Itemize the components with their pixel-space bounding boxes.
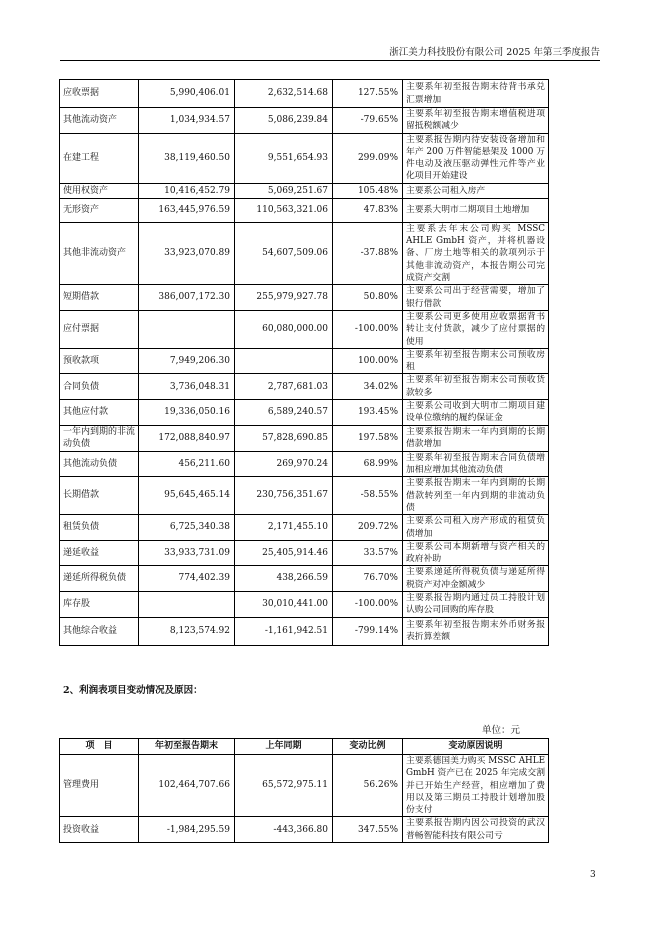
table-row bbox=[60, 310, 549, 348]
row-current-value: 172,088,840.97 bbox=[139, 425, 235, 451]
row-change-reason: 主要系公司租入房产形成的租赁负债增加 bbox=[403, 515, 549, 541]
row-previous-value bbox=[235, 348, 333, 374]
row-item-name: 其他流动资产 bbox=[60, 108, 139, 134]
row-change-reason: 主要系年初至报告期末公司预收房租 bbox=[403, 348, 549, 374]
row-item-name: 其他非流动资产 bbox=[60, 222, 139, 284]
row-previous-value: 255,979,927.78 bbox=[235, 285, 333, 311]
row-item-name: 应付票据 bbox=[60, 310, 139, 348]
row-change-ratio: 33.57% bbox=[333, 540, 403, 566]
row-change-reason: 主要系报告期末一年内到期的长期借款增加 bbox=[403, 425, 549, 451]
row-change-ratio: 56.26% bbox=[333, 755, 403, 817]
row-previous-value: 30,010,441.00 bbox=[235, 592, 333, 618]
row-change-reason: 主要系去年末公司购买 MSSC AHLE GmbH 资产，并将机器设备、厂房土地等相关的款项列示于其他非流动资产，本报告期公司完成资产交割 bbox=[403, 222, 549, 284]
table-header-row bbox=[60, 739, 549, 755]
row-change-reason: 主要系报告期内通过员工持股计划认购公司回购的库存股 bbox=[403, 592, 549, 618]
row-change-reason: 主要系德国美力购买 MSSC AHLE GmbH 资产已在 2025 年完成交割并已开始生产经营，相应增加了费用以及第三期员工持股计划增加股份支付 bbox=[403, 755, 549, 817]
row-item-name: 应收票据 bbox=[60, 80, 139, 108]
table-row bbox=[60, 348, 549, 374]
table-row bbox=[60, 183, 549, 198]
row-change-ratio: 299.09% bbox=[333, 133, 403, 183]
row-change-ratio: 347.55% bbox=[333, 817, 403, 843]
row-current-value: 5,990,406.01 bbox=[139, 80, 235, 108]
table-row bbox=[60, 374, 549, 400]
row-item-name: 库存股 bbox=[60, 592, 139, 618]
row-current-value bbox=[139, 592, 235, 618]
row-change-ratio: 209.72% bbox=[333, 515, 403, 541]
row-previous-value: 60,080,000.00 bbox=[235, 310, 333, 348]
row-change-ratio: -100.00% bbox=[333, 592, 403, 618]
row-previous-value: -1,161,942.51 bbox=[235, 617, 333, 645]
col-header-ratio: 变动比例 bbox=[333, 739, 403, 755]
table-row bbox=[60, 222, 549, 284]
table-row bbox=[60, 80, 549, 108]
row-current-value: 1,034,934.57 bbox=[139, 108, 235, 134]
row-item-name: 无形资产 bbox=[60, 198, 139, 222]
row-previous-value: -443,366.80 bbox=[235, 817, 333, 843]
row-current-value: 95,645,465.14 bbox=[139, 477, 235, 515]
table-row bbox=[60, 285, 549, 311]
row-change-reason: 主要系年初至报告期末外币财务报表折算差额 bbox=[403, 617, 549, 645]
row-change-ratio: -100.00% bbox=[333, 310, 403, 348]
row-change-ratio: 68.99% bbox=[333, 451, 403, 477]
row-item-name: 其他流动负债 bbox=[60, 451, 139, 477]
income-statement-changes-table bbox=[59, 738, 549, 843]
row-change-ratio: 193.45% bbox=[333, 400, 403, 426]
row-item-name: 长期借款 bbox=[60, 477, 139, 515]
table-row bbox=[60, 108, 549, 134]
row-previous-value: 54,607,509.06 bbox=[235, 222, 333, 284]
row-change-reason: 主要系年初至报告期末合同负债增加相应增加其他流动负债 bbox=[403, 451, 549, 477]
row-change-reason: 主要系大明市二期项目土地增加 bbox=[403, 198, 549, 222]
row-previous-value: 6,589,240.57 bbox=[235, 400, 333, 426]
row-current-value: 8,123,574.92 bbox=[139, 617, 235, 645]
table-row bbox=[60, 592, 549, 618]
row-change-reason: 主要系报告期内待安装设备增加和年产 200 万件智能悬架及 1000 万件电动及液压驱动弹性元件等产业化项目开始建设 bbox=[403, 133, 549, 183]
row-item-name: 租赁负债 bbox=[60, 515, 139, 541]
row-current-value: 102,464,707.66 bbox=[139, 755, 235, 817]
table-row bbox=[60, 617, 549, 645]
row-change-ratio: -58.55% bbox=[333, 477, 403, 515]
unit-label: 单位：元 bbox=[482, 725, 521, 736]
row-change-reason: 主要系年初至报告期末增值税进项留抵税额减少 bbox=[403, 108, 549, 134]
table-row bbox=[60, 755, 549, 817]
row-previous-value: 2,632,514.68 bbox=[235, 80, 333, 108]
row-item-name: 递延收益 bbox=[60, 540, 139, 566]
col-header-current: 年初至报告期末 bbox=[139, 739, 235, 755]
row-previous-value: 5,086,239.84 bbox=[235, 108, 333, 134]
row-current-value: 33,923,070.89 bbox=[139, 222, 235, 284]
row-change-ratio: 47.83% bbox=[333, 198, 403, 222]
row-current-value: 19,336,050.16 bbox=[139, 400, 235, 426]
row-change-ratio: 127.55% bbox=[333, 80, 403, 108]
row-change-ratio: 34.02% bbox=[333, 374, 403, 400]
col-header-previous: 上年同期 bbox=[235, 739, 333, 755]
row-item-name: 使用权资产 bbox=[60, 183, 139, 198]
row-item-name: 递延所得税负债 bbox=[60, 566, 139, 592]
row-current-value: 774,402.39 bbox=[139, 566, 235, 592]
row-item-name: 其他综合收益 bbox=[60, 617, 139, 645]
table-row bbox=[60, 566, 549, 592]
row-current-value: 3,736,048.31 bbox=[139, 374, 235, 400]
row-previous-value: 110,563,321.06 bbox=[235, 198, 333, 222]
report-title: 浙江美力科技股份有限公司 2025 年第三季度报告 bbox=[389, 47, 600, 58]
row-current-value: 10,416,452.79 bbox=[139, 183, 235, 198]
row-previous-value: 269,970.24 bbox=[235, 451, 333, 477]
row-item-name: 一年内到期的非流动负债 bbox=[60, 425, 139, 451]
row-current-value: 386,007,172.30 bbox=[139, 285, 235, 311]
row-current-value: 163,445,976.59 bbox=[139, 198, 235, 222]
row-change-ratio: -37.88% bbox=[333, 222, 403, 284]
row-change-reason: 主要系公司本期新增与资产相关的政府补助 bbox=[403, 540, 549, 566]
table-row bbox=[60, 451, 549, 477]
table-row bbox=[60, 515, 549, 541]
table-row bbox=[60, 540, 549, 566]
row-change-ratio: 100.00% bbox=[333, 348, 403, 374]
balance-sheet-changes-table bbox=[59, 79, 549, 646]
table-row bbox=[60, 400, 549, 426]
table-row bbox=[60, 198, 549, 222]
table-row bbox=[60, 133, 549, 183]
row-change-ratio: 76.70% bbox=[333, 566, 403, 592]
row-change-ratio: 197.58% bbox=[333, 425, 403, 451]
row-item-name: 投资收益 bbox=[60, 817, 139, 843]
row-change-reason: 主要系公司收到大明市二期项目建设单位缴纳的履约保证金 bbox=[403, 400, 549, 426]
row-change-reason: 主要系报告期末一年内到期的长期借款转列至一年内到期的非流动负债 bbox=[403, 477, 549, 515]
table-row bbox=[60, 477, 549, 515]
row-change-reason: 主要系年初至报告期末公司预收货款较多 bbox=[403, 374, 549, 400]
row-current-value bbox=[139, 310, 235, 348]
row-item-name: 短期借款 bbox=[60, 285, 139, 311]
row-previous-value: 57,828,690.85 bbox=[235, 425, 333, 451]
col-header-item: 项 目 bbox=[60, 739, 139, 755]
row-change-reason: 主要系公司租入房产 bbox=[403, 183, 549, 198]
table-row bbox=[60, 425, 549, 451]
row-current-value: 456,211.60 bbox=[139, 451, 235, 477]
row-previous-value: 438,266.59 bbox=[235, 566, 333, 592]
row-change-reason: 主要系公司出于经营需要，增加了银行借款 bbox=[403, 285, 549, 311]
row-item-name: 其他应付款 bbox=[60, 400, 139, 426]
row-item-name: 预收款项 bbox=[60, 348, 139, 374]
row-previous-value: 2,787,681.03 bbox=[235, 374, 333, 400]
row-current-value: 6,725,340.38 bbox=[139, 515, 235, 541]
row-change-reason: 主要系年初至报告期末待背书承兑汇票增加 bbox=[403, 80, 549, 108]
row-previous-value: 230,756,351.67 bbox=[235, 477, 333, 515]
row-change-ratio: -79.65% bbox=[333, 108, 403, 134]
row-change-reason: 主要系公司更多使用应收票据背书转让支付货款，减少了应付票据的使用 bbox=[403, 310, 549, 348]
row-change-reason: 主要系报告期内因公司投资的武汉普畅智能科技有限公司亏 bbox=[403, 817, 549, 843]
row-item-name: 管理费用 bbox=[60, 755, 139, 817]
row-change-reason: 主要系递延所得税负债与递延所得税资产对冲金额减少 bbox=[403, 566, 549, 592]
row-current-value: 7,949,206.30 bbox=[139, 348, 235, 374]
row-current-value: 38,119,460.50 bbox=[139, 133, 235, 183]
row-change-ratio: 105.48% bbox=[333, 183, 403, 198]
row-item-name: 在建工程 bbox=[60, 133, 139, 183]
table-row bbox=[60, 817, 549, 843]
section-title-income: 2、利润表项目变动情况及原因： bbox=[63, 685, 203, 696]
row-previous-value: 5,069,251.67 bbox=[235, 183, 333, 198]
row-item-name: 合同负债 bbox=[60, 374, 139, 400]
row-previous-value: 25,405,914.46 bbox=[235, 540, 333, 566]
row-current-value: -1,984,295.59 bbox=[139, 817, 235, 843]
row-current-value: 33,933,731.09 bbox=[139, 540, 235, 566]
row-change-ratio: 50.80% bbox=[333, 285, 403, 311]
row-previous-value: 65,572,975.11 bbox=[235, 755, 333, 817]
page-header bbox=[60, 44, 600, 61]
col-header-reason: 变动原因说明 bbox=[403, 739, 549, 755]
page-number: 3 bbox=[590, 870, 596, 880]
row-previous-value: 2,171,455.10 bbox=[235, 515, 333, 541]
row-change-ratio: -799.14% bbox=[333, 617, 403, 645]
row-previous-value: 9,551,654.93 bbox=[235, 133, 333, 183]
